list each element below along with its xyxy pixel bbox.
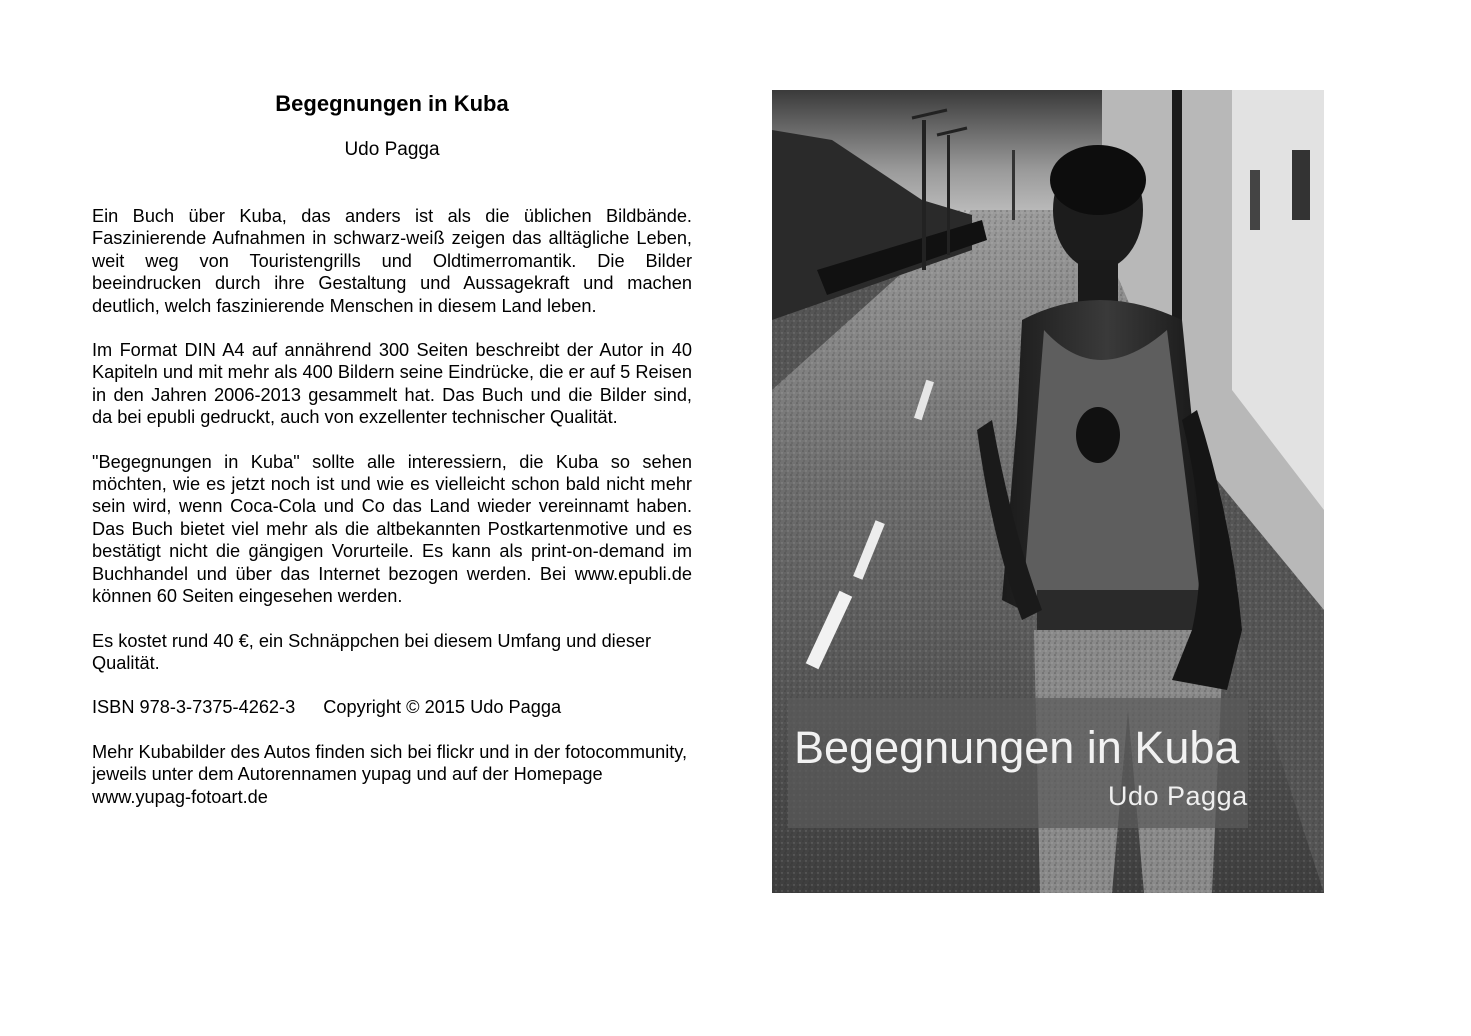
isbn-copyright-line [92,696,692,718]
paragraph-intro: Ein Buch über Kuba, das anders ist als die üblichen Bildbände. Faszinierende Aufnahmen in schwarz-weiß zeigen das alltägliche Leben, weit weg von Touristengrills und Oldtimerromantik. Die Bilder beeindrucken durch ihre Gestaltung und Aussagekraft und machen deutlich, welch faszinierende Menschen in diesem Land leben. [92,206,692,316]
document-title: Begegnungen in Kuba [275,91,509,116]
paragraph-price: Es kostet rund 40 €, ein Schnäppchen bei diesem Umfang und dieser Qualität. [92,630,652,673]
isbn-text: ISBN 978-3-7375-4262-3 [92,697,296,718]
cover-title: Begegnungen in Kuba [794,722,1240,773]
utility-pole [1172,90,1182,350]
book-cover [772,90,1324,893]
document-author: Udo Pagga [344,139,440,160]
paragraph-audience: "Begegnungen in Kuba" sollte alle interessiern, die Kuba so sehen möchten, wie es jetzt noch ist und wie es vielleicht schon bald nicht mehr sein wird, wenn Coca-Cola und Co das Land wieder vereinnamt haben. Das Buch bietet viel mehr als die altbekannten Postkartenmotive und es bestätigt nicht die gängigen Vorurteile. Es kann als print-on-demand im Buchhandel und über das Internet bezogen werden. Bei www.epubli.de können 60 Seiten eingesehen werden. [92,451,692,607]
paragraph-format: Im Format DIN A4 auf annährend 300 Seiten beschreibt der Autor in 40 Kapiteln und mit mehr als 400 Bildern seine Eindrücke, die er auf 5 Reisen in den Jahren 2006-2013 gesammelt hat. Das Buch und die Bilder sind, da bei epubli gedruckt, auch von exzellenter technischer Qualität. [92,340,692,428]
more-info-paragraph: Mehr Kubabilder des Autos finden sich bei flickr und in der fotocommunity, jeweils unter dem Autorennamen yupag und auf der Homepage www.yupag-fotoart.de [92,741,688,807]
copyright-text: Copyright © 2015 Udo Pagga [323,697,562,718]
description-column [92,90,692,826]
cover-author: Udo Pagga [1108,781,1248,811]
